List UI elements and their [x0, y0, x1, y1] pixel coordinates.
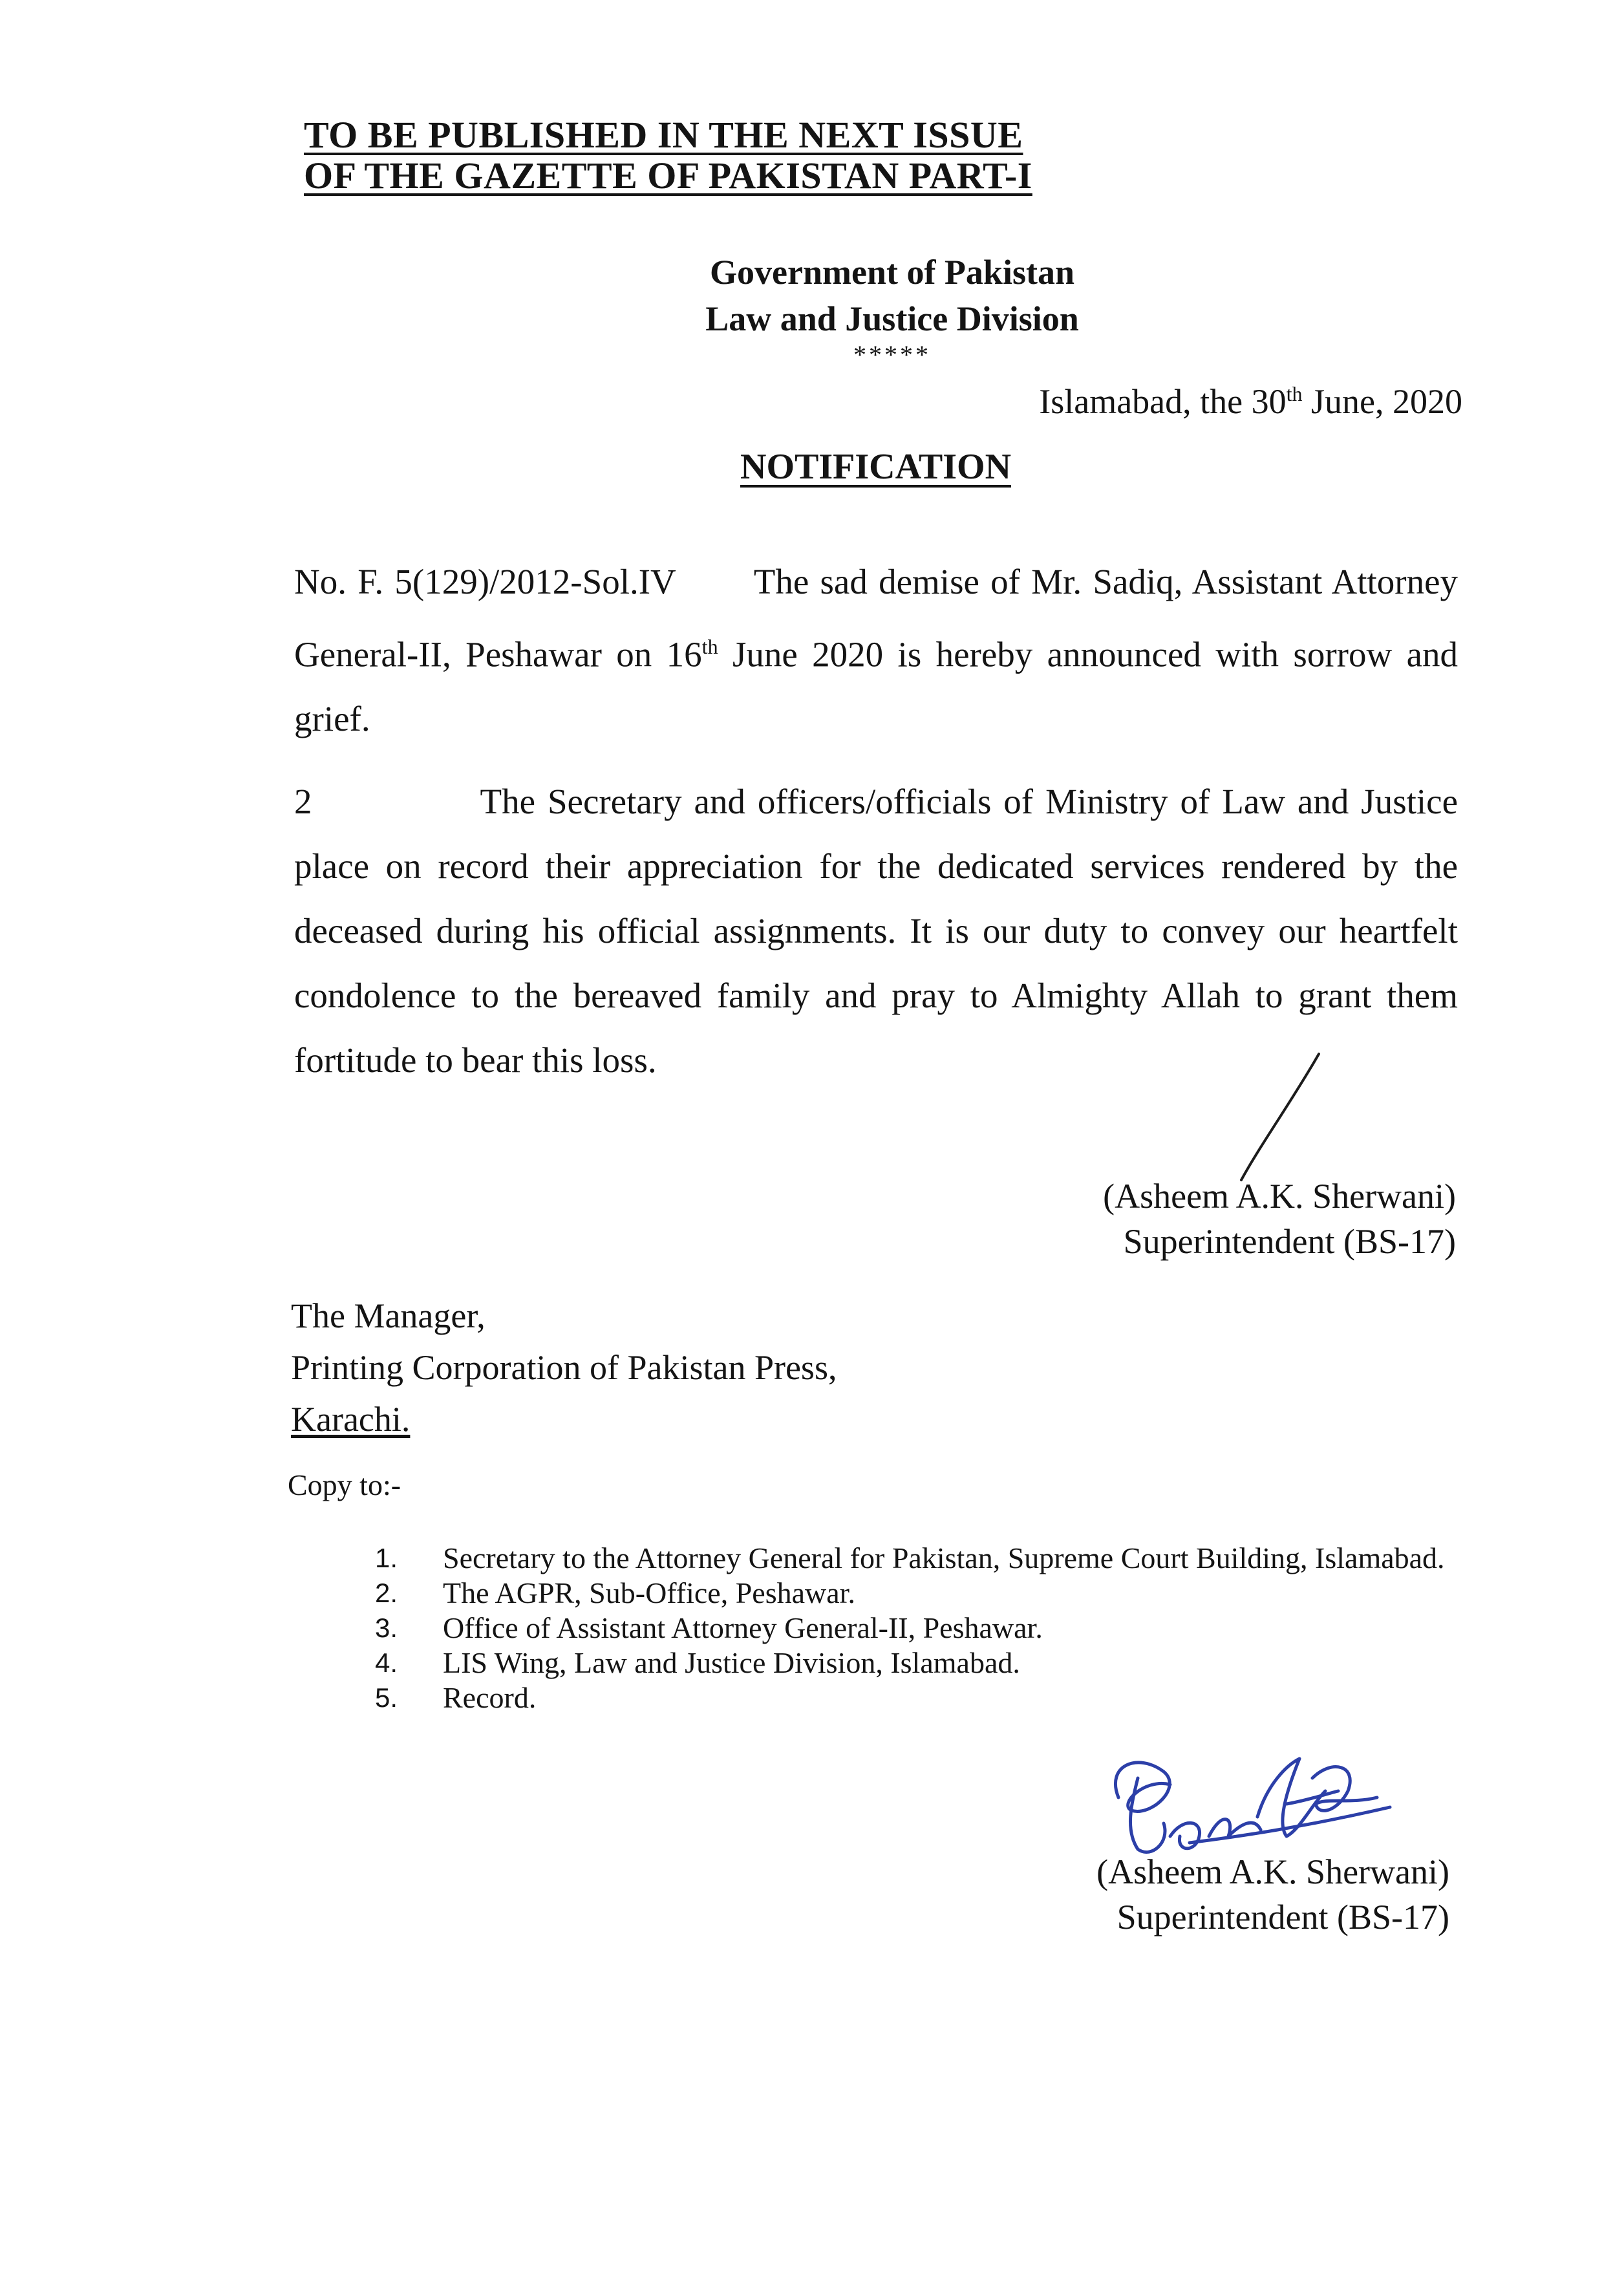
dateline-sup: th: [1286, 382, 1303, 405]
list-item-number: 2.: [375, 1578, 398, 1608]
addressee-line-2: Printing Corporation of Pakistan Press,: [291, 1348, 837, 1387]
copy-to-label: Copy to:-: [288, 1468, 401, 1501]
list-item: [375, 1612, 1474, 1644]
addressee-block: [291, 1290, 837, 1445]
signatory-name-1: (Asheem A.K. Sherwani): [1103, 1177, 1456, 1216]
paragraph-1-text-a: The sad demise of Mr. Sadiq, Assistant Attorney General-II, Peshawar on 16: [294, 562, 1458, 674]
gazette-header-line-1: TO BE PUBLISHED IN THE NEXT ISSUE: [304, 114, 1023, 156]
gazette-header-line-2: OF THE GAZETTE OF PAKISTAN PART-I: [304, 155, 1032, 197]
list-item: [375, 1647, 1474, 1679]
signatory-designation-2: Superintendent (BS-17): [1116, 1898, 1449, 1937]
list-item-text: LIS Wing, Law and Justice Division, Islamabad.: [443, 1646, 1020, 1679]
list-item-text: Office of Assistant Attorney General-II, Peshawar.: [443, 1611, 1043, 1644]
paragraph-1-sup: th: [701, 635, 718, 658]
dateline-suffix: June, 2020: [1302, 382, 1462, 421]
list-item-text: Record.: [443, 1681, 537, 1714]
paragraph-1: [294, 550, 1458, 751]
addressee-city: Karachi.: [291, 1400, 411, 1439]
government-block: [685, 249, 1099, 368]
division-name: Law and Justice Division: [705, 299, 1079, 338]
notification-title: NOTIFICATION: [740, 447, 1012, 487]
signature-block-2: [1096, 1849, 1449, 1940]
signature-block-1: [1103, 1174, 1456, 1264]
list-item-text: Secretary to the Attorney General for Pakistan, Supreme Court Building, Islamabad.: [443, 1541, 1445, 1574]
signatory-designation-1: Superintendent (BS-17): [1123, 1222, 1456, 1261]
list-item: [375, 1577, 1474, 1609]
initial-mark-signature: [1215, 1047, 1332, 1190]
copy-to-list: [375, 1542, 1474, 1717]
paragraph-2: [294, 769, 1458, 1093]
government-name: Government of Pakistan: [710, 253, 1074, 292]
list-item: [375, 1682, 1474, 1714]
list-item-number: 5.: [375, 1682, 398, 1713]
separator-stars: *****: [853, 340, 931, 369]
list-item: [375, 1542, 1474, 1574]
addressee-line-1: The Manager,: [291, 1296, 486, 1335]
dateline-prefix: Islamabad, the 30: [1039, 382, 1287, 421]
list-item-number: 3.: [375, 1613, 398, 1643]
paragraph-2-number: 2: [294, 782, 312, 821]
paragraph-1-text-b: June 2020 is hereby announced with sorrow and grief.: [294, 634, 1458, 739]
list-item-number: 1.: [375, 1543, 398, 1573]
list-item-number: 4.: [375, 1647, 398, 1678]
list-item-text: The AGPR, Sub-Office, Peshawar.: [443, 1576, 855, 1609]
dateline: [1039, 381, 1462, 422]
signatory-name-2: (Asheem A.K. Sherwani): [1096, 1852, 1449, 1891]
paragraph-2-text: The Secretary and officers/officials of Ministry of Law and Justice place on record their appreciation for the dedicated services rendered by the deceased during his official assignments. It is our duty to convey our heartfelt condolence to the bereaved family and pray to Almighty Allah to grant them fortitude to bear this loss.: [294, 782, 1458, 1080]
file-reference: No. F. 5(129)/2012-Sol.IV: [294, 562, 676, 601]
